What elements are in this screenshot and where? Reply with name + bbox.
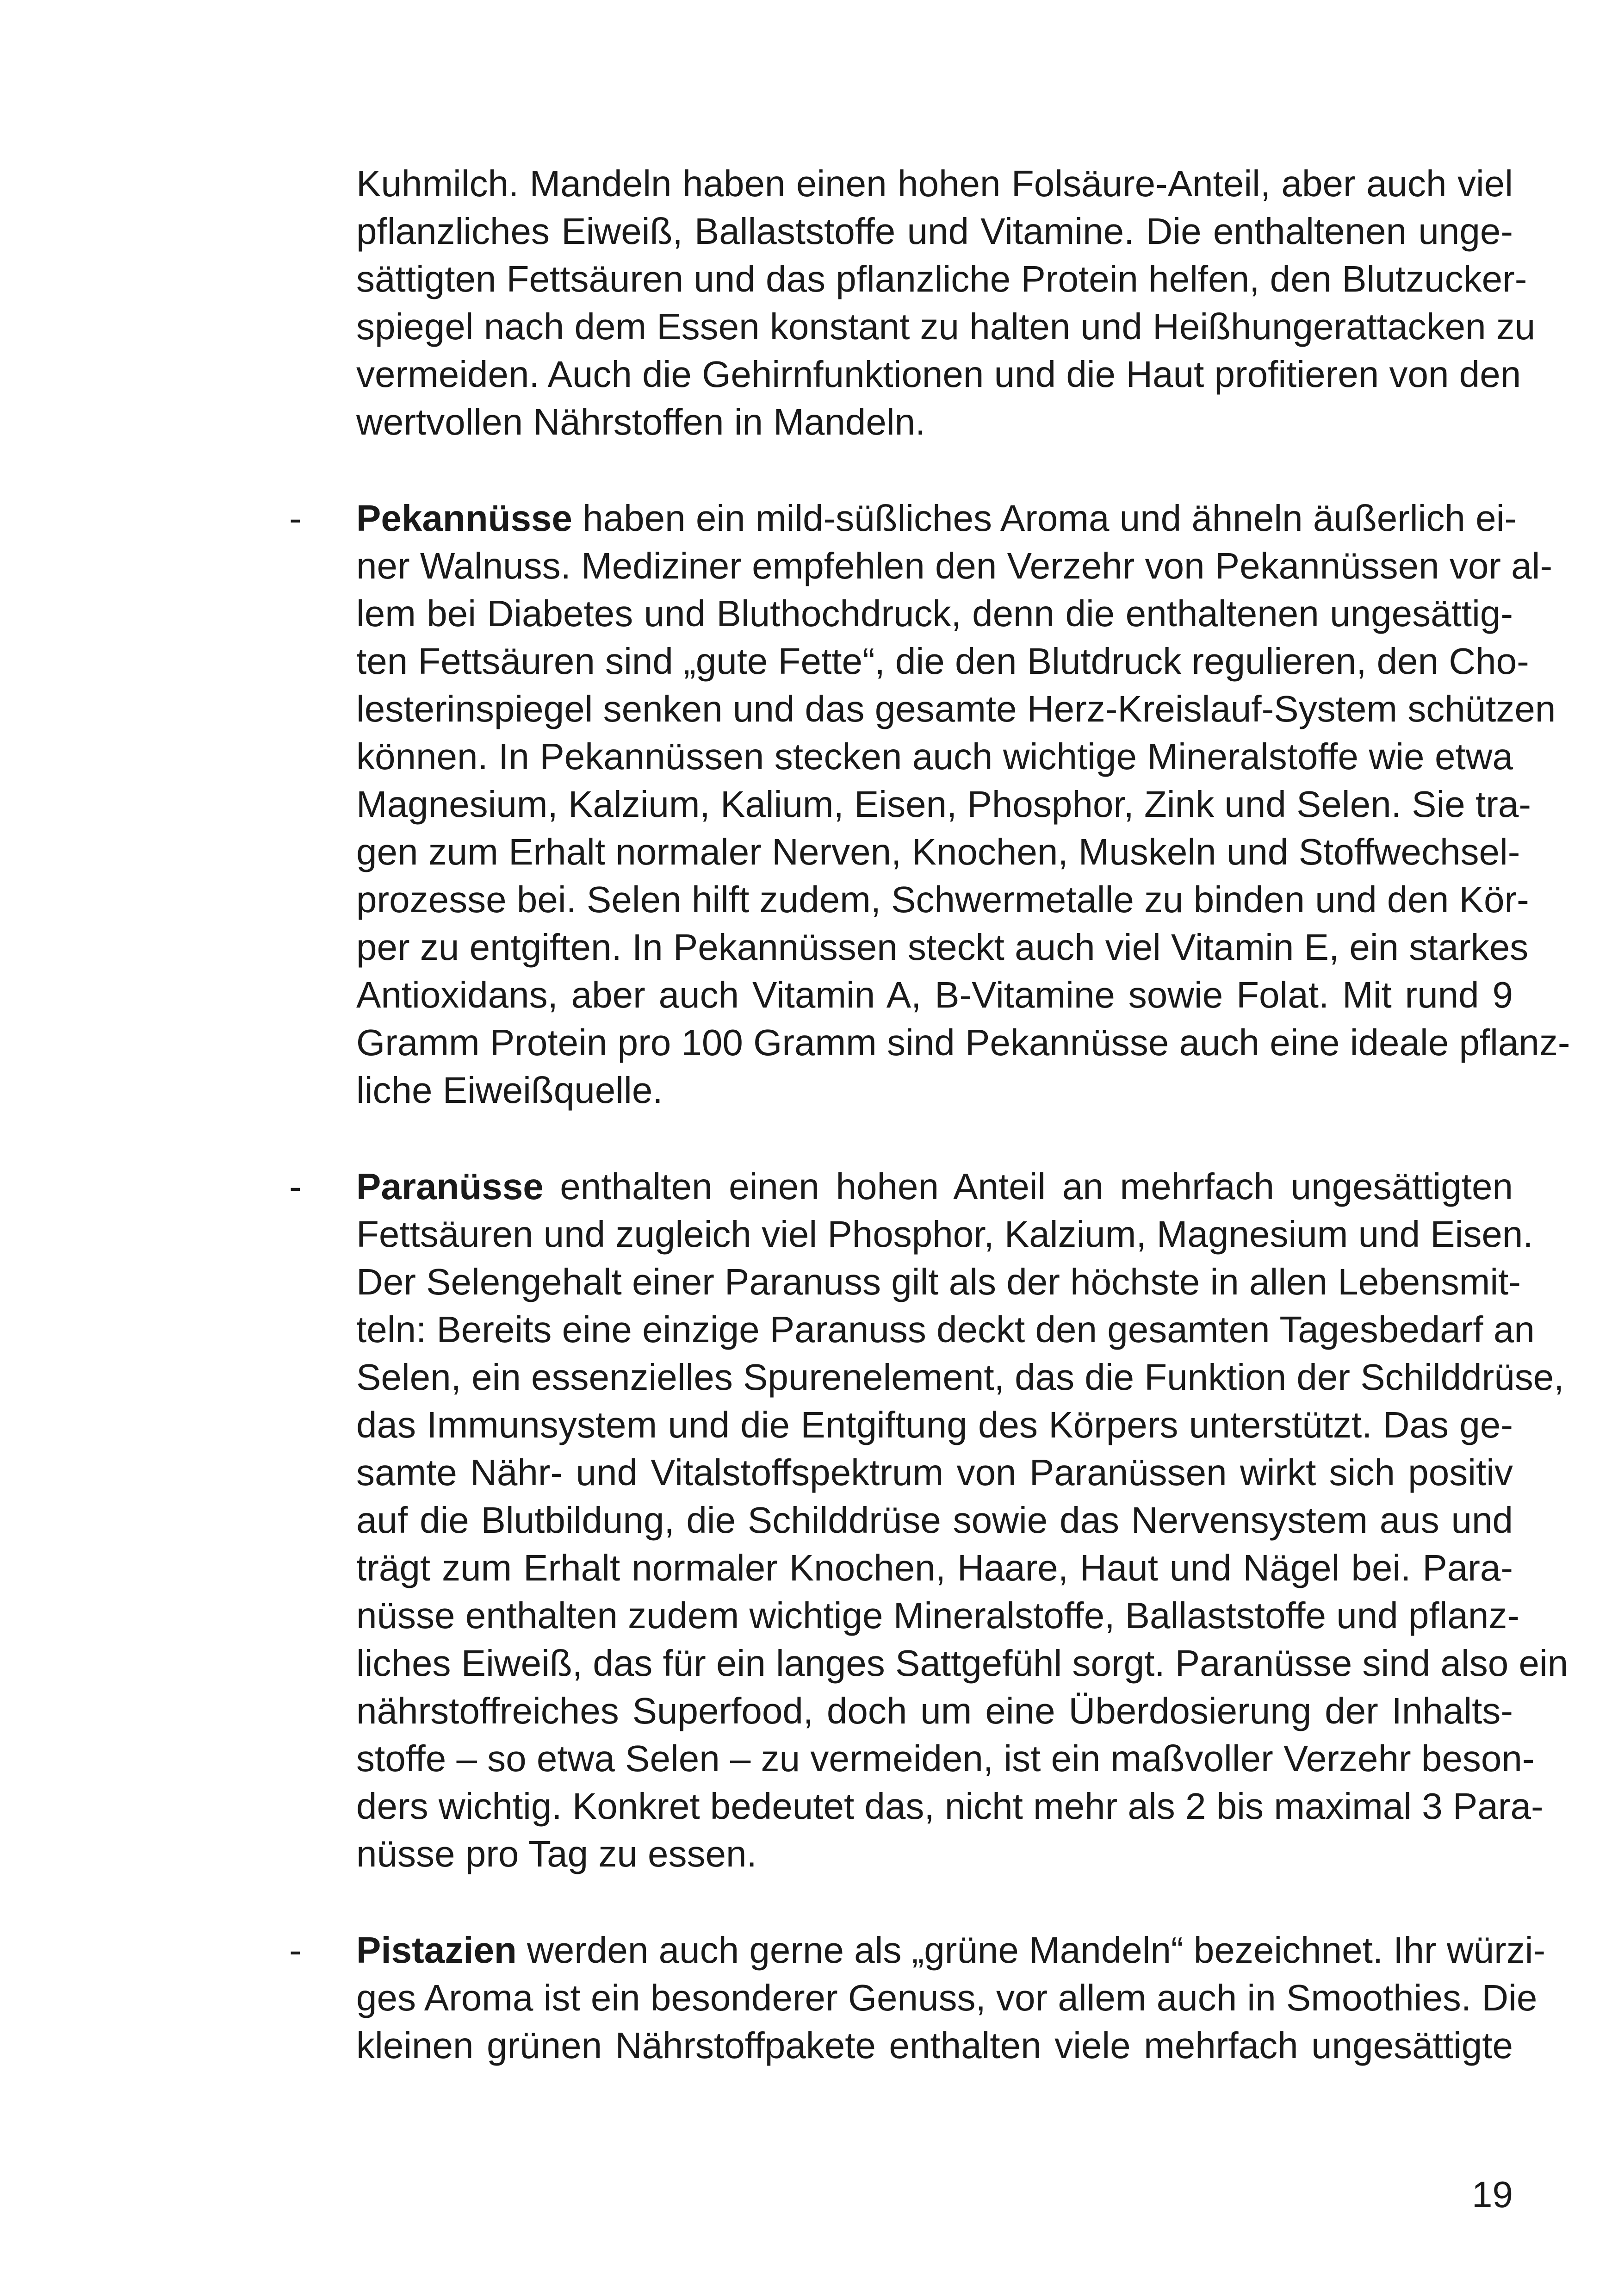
text-line: Der Selengehalt einer Paranuss gilt als der höchste in allen Lebensmit-	[356, 1261, 1521, 1302]
text-line: Antioxidans, aber auch Vitamin A, B-Vitamine sowie Folat. Mit rund 9	[356, 974, 1513, 1015]
bullet-dash: -	[289, 1929, 302, 1971]
text-line: sättigten Fettsäuren und das pflanzliche Protein helfen, den Blutzucker-	[356, 258, 1527, 299]
term-paranuesse: Paranüsse	[356, 1166, 544, 1207]
text-line: spiegel nach dem Essen konstant zu halten und Heißhungerattacken zu	[356, 306, 1536, 347]
text-line: per zu entgiften. In Pekannüssen steckt auch viel Vitamin E, ein starkes	[356, 927, 1529, 968]
text-line: Fettsäuren und zugleich viel Phosphor, Kalzium, Magnesium und Eisen.	[356, 1213, 1533, 1255]
text-line: das Immunsystem und die Entgiftung des Körpers unterstützt. Das ge-	[356, 1404, 1513, 1445]
text-line: Selen, ein essenzielles Spurenelement, das die Funktion der Schilddrüse,	[356, 1356, 1564, 1398]
page-number: 19	[1472, 2174, 1513, 2215]
term-pistazien: Pistazien	[356, 1929, 517, 1971]
text-line: stoffe – so etwa Selen – zu vermeiden, ist ein maßvoller Verzehr beson-	[356, 1738, 1535, 1779]
text-line: ner Walnuss. Mediziner empfehlen den Verzehr von Pekannüssen vor al-	[356, 545, 1553, 586]
text-line: Pistazien werden auch gerne als „grüne Mandeln“ bezeichnet. Ihr würzi-	[356, 1929, 1546, 1971]
text-line: lesterinspiegel senken und das gesamte Herz-Kreislauf-System schützen	[356, 688, 1556, 729]
text-line: teln: Bereits eine einzige Paranuss deckt den gesamten Tagesbedarf an	[356, 1309, 1535, 1350]
text-line: können. In Pekannüssen stecken auch wichtige Mineralstoffe wie etwa	[356, 736, 1513, 777]
text-line: prozesse bei. Selen hilft zudem, Schwermetalle zu binden und den Kör-	[356, 879, 1529, 920]
text-line: ges Aroma ist ein besonderer Genuss, vor allem auch in Smoothies. Die	[356, 1977, 1537, 2018]
text-line: samte Nähr- und Vitalstoffspektrum von Paranüssen wirkt sich positiv	[356, 1452, 1513, 1493]
text-line: Magnesium, Kalzium, Kalium, Eisen, Phosphor, Zink und Selen. Sie tra-	[356, 784, 1531, 825]
text-line: Pekannüsse haben ein mild-süßliches Aroma und ähneln äußerlich ei-	[356, 498, 1517, 539]
text-line: ders wichtig. Konkret bedeutet das, nicht mehr als 2 bis maximal 3 Para-	[356, 1786, 1544, 1827]
text-line: Kuhmilch. Mandeln haben einen hohen Folsäure-Anteil, aber auch viel	[356, 163, 1513, 204]
text-line: ten Fettsäuren sind „gute Fette“, die den Blutdruck regulieren, den Cho-	[356, 641, 1529, 682]
text-line: pflanzliches Eiweiß, Ballaststoffe und Vitamine. Die enthaltenen unge-	[356, 211, 1513, 252]
text-line: liches Eiweiß, das für ein langes Sattgefühl sorgt. Paranüsse sind also ein	[356, 1643, 1568, 1684]
bullet-dash: -	[289, 498, 302, 539]
text-line: liche Eiweißquelle.	[356, 1070, 663, 1111]
text-line: gen zum Erhalt normaler Nerven, Knochen, Muskeln und Stoffwechsel-	[356, 831, 1520, 872]
text-line: nährstoffreiches Superfood, doch um eine Überdosierung der Inhalts-	[356, 1690, 1513, 1731]
text-line: lem bei Diabetes und Bluthochdruck, denn die enthaltenen ungesättig-	[356, 593, 1513, 634]
text-line: kleinen grünen Nährstoffpakete enthalten viele mehrfach ungesättigte	[356, 2025, 1513, 2066]
term-pekannuesse: Pekannüsse	[356, 498, 572, 539]
text-line: wertvollen Nährstoffen in Mandeln.	[356, 401, 926, 442]
text-line: vermeiden. Auch die Gehirnfunktionen und die Haut profitieren von den	[356, 354, 1521, 395]
text-line: auf die Blutbildung, die Schilddrüse sowie das Nervensystem aus und	[356, 1500, 1513, 1541]
text-line: nüsse enthalten zudem wichtige Mineralstoffe, Ballaststoffe und pflanz-	[356, 1595, 1520, 1636]
text-line: nüsse pro Tag zu essen.	[356, 1833, 757, 1874]
text-line: Paranüsse enthalten einen hohen Anteil an mehrfach ungesättigten	[356, 1166, 1513, 1207]
text-line: Gramm Protein pro 100 Gramm sind Pekannüsse auch eine ideale pflanz-	[356, 1022, 1570, 1063]
bullet-dash: -	[289, 1166, 302, 1207]
text-line: trägt zum Erhalt normaler Knochen, Haare, Haut und Nägel bei. Para-	[356, 1547, 1513, 1588]
